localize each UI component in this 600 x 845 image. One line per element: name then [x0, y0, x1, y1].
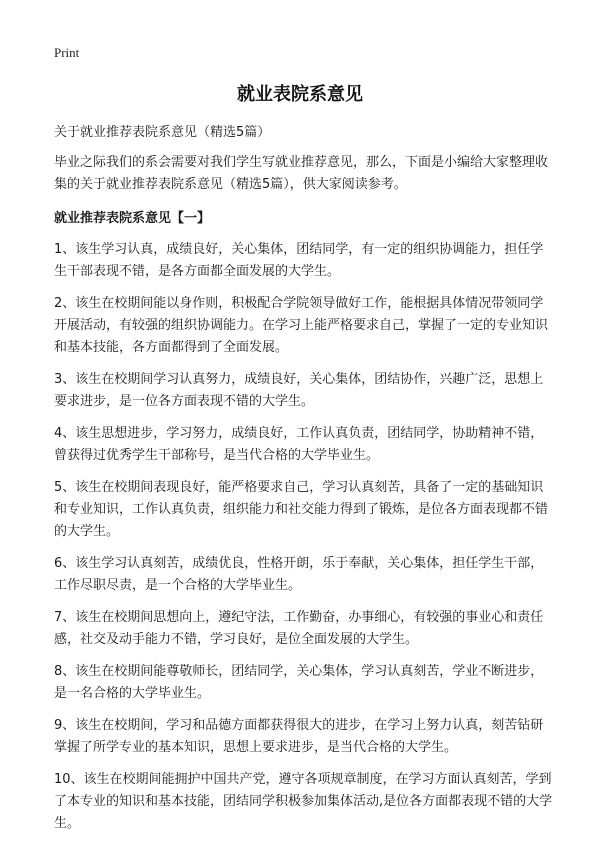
list-item: 3、该生在校期间学习认真努力，成绩良好，关心集体，团结协作，兴趣广泛，思想上要求进步，是一位各方面表现不错的大学生。 — [54, 372, 544, 409]
intro-paragraph: 毕业之际我们的系会需要对我们学生写就业推荐意见，那么，下面是小编给大家整理收集的关于就业推荐表院系意见（精选5篇），供大家阅读参考。 — [54, 155, 549, 192]
list-item: 9、该生在校期间，学习和品德方面都获得很大的进步，在学习上努力认真，刻苦钻研掌握了所学专业的基本知识，思想上要求进步，是当代合格的大学生。 — [54, 718, 544, 755]
section-heading: 就业推荐表院系意见【一】 — [54, 211, 211, 226]
list-item: 8、该生在校期间能尊敬师长，团结同学，关心集体，学习认真刻苦，学业不断进步，是一名合格的大学毕业生。 — [54, 664, 544, 701]
list-item: 10、该生在校期间能拥护中国共产党，遵守各项规章制度，在学习方面认真刻苦，学到了本专业的知识和基本技能，团结同学积极参加集体活动,是位各方面都表现不错的大学生。 — [54, 772, 553, 831]
list-item: 2、该生在校期间能以身作则，积极配合学院领导做好工作，能根据具体情况带领同学开展活动，有较强的组织协调能力。在学习上能严格要求自己，掌握了一定的专业知识和基本技能，各方面都得到了全面发展。 — [54, 296, 549, 355]
print-link[interactable]: Print — [54, 45, 80, 60]
list-item: 7、该生在校期间思想向上，遵纪守法，工作勤奋，办事细心，有较强的事业心和责任感，社交及动手能力不错，学习良好，是位全面发展的大学生。 — [54, 610, 544, 647]
article-subtitle: 关于就业推荐表院系意见（精选5篇） — [54, 125, 271, 140]
list-item: 5、该生在校期间表现良好，能严格要求自己，学习认真刻苦，具备了一定的基础知识和专业知识，工作认真负责，组织能力和社交能力得到了锻炼，是位各方面表现都不错的大学生。 — [54, 480, 549, 539]
page-title: 就业表院系意见 — [237, 84, 363, 105]
list-item: 4、该生思想进步，学习努力，成绩良好，工作认真负责，团结同学，协助精神不错，曾获得过优秀学生干部称号，是当代合格的大学毕业生。 — [54, 426, 544, 463]
list-item: 6、该生学习认真刻苦，成绩优良，性格开朗，乐于奉献，关心集体，担任学生干部，工作尽职尽责，是一个合格的大学毕业生。 — [54, 556, 544, 593]
list-item: 1、该生学习认真，成绩良好，关心集体，团结同学，有一定的组织协调能力，担任学生干部表现不错，是各方面都全面发展的大学生。 — [54, 242, 544, 279]
article-body — [54, 122, 556, 845]
